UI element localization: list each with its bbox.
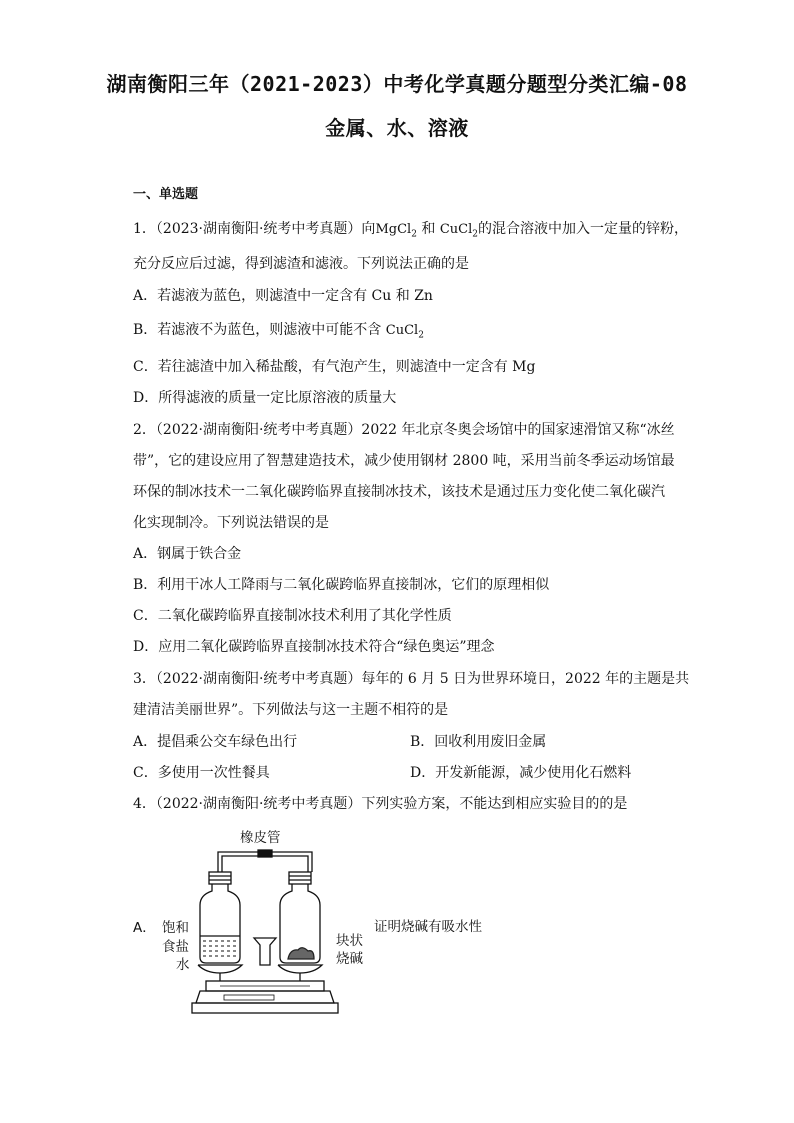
q1-and: 和 xyxy=(421,221,436,237)
mgcl2-formula xyxy=(375,222,417,240)
q3-option-b: B．回收利用废旧金属 xyxy=(410,734,547,750)
cucl2-formula-b xyxy=(385,323,424,341)
q3-option-d: D．开发新能源，减少使用化石燃料 xyxy=(410,765,632,781)
balance-experiment-figure xyxy=(190,845,340,1025)
q1-option-d: D．所得滤液的质量一定比原溶液的质量大 xyxy=(133,390,397,406)
q3-stem-line2: 建清洁美丽世界”。下列做法与这一主题不相符的是 xyxy=(133,702,449,718)
q4-stem: 4．（2022·湖南衡阳·统考中考真题）下列实验方案，不能达到相应实验目的的是 xyxy=(133,796,628,812)
q2-stem-line4: 化实现制冷。下列说法错误的是 xyxy=(133,515,329,531)
q1-stem-suffix: 的混合溶液中加入一定量的锌粉， xyxy=(478,221,688,237)
q1-option-b-text: B．若滤液不为蓝色，则滤液中可能不含 xyxy=(133,322,382,338)
rubber-tube-label: 橡皮管 xyxy=(240,830,281,846)
q1-stem-prefix: 1．（2023·湖南衡阳·统考中考真题）向 xyxy=(133,221,376,237)
q2-stem-line1: 2．（2022·湖南衡阳·统考中考真题）2022 年北京冬奥会场馆中的国家速滑馆又称“冰丝 xyxy=(133,422,675,438)
q1-option-a: A．若滤液为蓝色，则滤渣中一定含有 Cu 和 Zn xyxy=(133,288,433,304)
left-label-2: 食盐 xyxy=(162,939,189,955)
cucl-base-b: CuCl xyxy=(385,323,419,338)
q2-stem-line2: 带”，它的建设应用了智慧建造技术，减少使用钢材 2800 吨，采用当前冬季运动场馆最 xyxy=(133,453,675,469)
document-title-line2: 金属、水、溶液 xyxy=(325,116,469,140)
q3-option-c: C．多使用一次性餐具 xyxy=(133,765,270,781)
right-label-1: 块状 xyxy=(336,933,363,949)
cucl-subscript-b: 2 xyxy=(418,330,424,341)
right-label-2: 烧碱 xyxy=(336,951,363,967)
document-title-line1: 湖南衡阳三年（2021-2023）中考化学真题分题型分类汇编-08 xyxy=(106,72,688,96)
q2-option-b: B．利用干冰人工降雨与二氧化碳跨临界直接制冰，它们的原理相似 xyxy=(133,577,550,593)
q3-option-a: A．提倡乘公交车绿色出行 xyxy=(133,734,298,750)
q2-option-a: A．钢属于铁合金 xyxy=(133,546,242,562)
cucl-subscript: 2 xyxy=(472,229,478,240)
mgcl-subscript: 2 xyxy=(411,229,417,240)
left-label-1: 饱和 xyxy=(162,920,189,936)
q1-option-b xyxy=(133,321,424,345)
section-heading: 一、单选题 xyxy=(133,187,199,202)
q2-stem-line3: 环保的制冰技术一二氧化碳跨临界直接制冰技术，该技术是通过压力变化使二氧化碳汽 xyxy=(133,484,665,500)
cucl-base: CuCl xyxy=(439,222,473,237)
left-label-3: 水 xyxy=(176,957,190,973)
q1-option-c: C．若往滤渣中加入稀盐酸，有气泡产生，则滤渣中一定含有 Mg xyxy=(133,359,536,375)
q2-option-d: D．应用二氧化碳跨临界直接制冰技术符合“绿色奥运”理念 xyxy=(133,639,495,655)
q4-option-a-letter: A． xyxy=(133,920,156,936)
q1-stem-line2: 充分反应后过滤，得到滤渣和滤液。下列说法正确的是 xyxy=(133,256,469,272)
q1-stem-line1 xyxy=(133,220,688,244)
mgcl-base: MgCl xyxy=(375,222,412,237)
q4-option-a-purpose: 证明烧碱有吸水性 xyxy=(374,919,482,935)
q3-stem-line1: 3．（2022·湖南衡阳·统考中考真题）每年的 6 月 5 日为世界环境日，2022 年的主题是共 xyxy=(133,671,690,687)
cucl2-formula xyxy=(439,222,478,240)
q2-option-c: C．二氧化碳跨临界直接制冰技术利用了其化学性质 xyxy=(133,608,452,624)
